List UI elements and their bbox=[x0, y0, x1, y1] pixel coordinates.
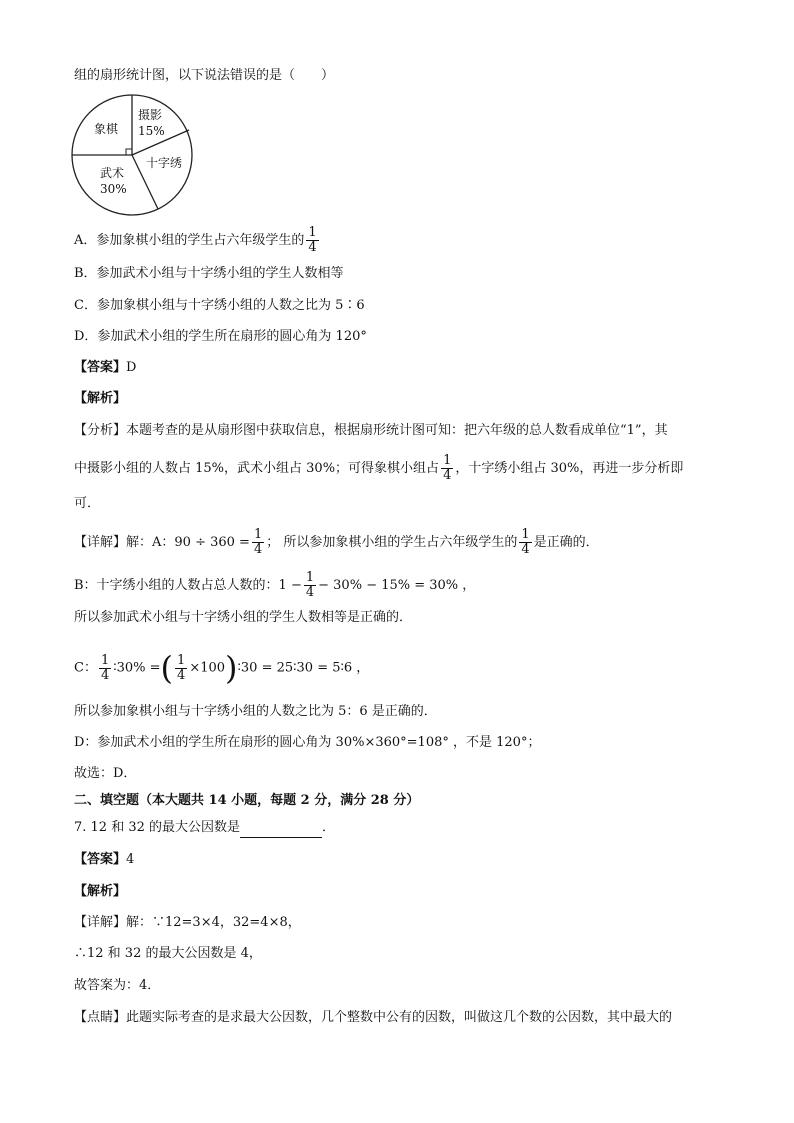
detail-b-conclusion: 所以参加武术小组与十字绣小组的学生人数相等是正确的． bbox=[74, 610, 413, 625]
analysis-2-label: 【解析】 bbox=[74, 884, 127, 899]
question-intro: 组的扇形统计图，以下说法错误的是（ ） bbox=[74, 68, 335, 83]
fenxi-fraction bbox=[441, 454, 453, 483]
fenxi-line-1: 【分析】本题考查的是从扇形图中获取信息，根据扇形统计图可知：把六年级的总人数看成单位“1”，其 bbox=[74, 423, 668, 438]
detail-a-expr: 90 ÷ 360 = bbox=[174, 535, 250, 550]
option-b: B．参加武术小组与十字绣小组的学生人数相等 bbox=[74, 266, 344, 281]
fraction-denominator: 4 bbox=[308, 240, 317, 255]
fenxi-line-3: 可． bbox=[74, 496, 101, 511]
slice-label-sheying: 摄影 bbox=[138, 108, 163, 122]
detail-c-fraction-2 bbox=[175, 654, 187, 683]
q7-detail-line-2: ∴12 和 32 的最大公因数是 4， bbox=[74, 946, 262, 961]
detail-b bbox=[74, 571, 475, 600]
answer-blank bbox=[240, 823, 322, 838]
option-c: C．参加象棋小组与十字绣小组的人数之比为 5∶6 bbox=[74, 298, 365, 313]
fraction-denominator: 4 bbox=[443, 468, 452, 483]
fenxi-line-2 bbox=[74, 454, 683, 483]
answer-value: 4 bbox=[126, 852, 135, 867]
detail-c-mid2: ×100 bbox=[189, 660, 226, 676]
section-2-title: 二、填空题（本大题共 14 小题，每题 2 分，满分 28 分） bbox=[74, 793, 420, 808]
fraction-numerator: 1 bbox=[443, 453, 452, 468]
detail-a-fraction bbox=[252, 528, 264, 557]
option-a-fraction bbox=[306, 226, 318, 255]
left-paren: ( bbox=[160, 649, 174, 687]
right-paren: ) bbox=[225, 649, 238, 687]
fraction-numerator: 1 bbox=[177, 652, 186, 668]
option-a-text: A．参加象棋小组的学生占六年级学生的 bbox=[74, 233, 305, 248]
fraction-denominator: 4 bbox=[100, 667, 110, 683]
fraction-numerator: 1 bbox=[521, 527, 530, 542]
slice-value-sheying: 15% bbox=[138, 124, 165, 138]
answer-2 bbox=[74, 850, 134, 870]
detail-c-conclusion: 所以参加象棋小组与十字绣小组的人数之比为 5：6 是正确的． bbox=[74, 704, 437, 719]
fraction-numerator: 1 bbox=[253, 527, 263, 542]
answer-label: 【答案】 bbox=[74, 852, 127, 867]
detail-a-suffix: 是正确的． bbox=[533, 535, 599, 550]
detail-b-fraction bbox=[304, 571, 316, 600]
detail-c-prefix: C： bbox=[74, 660, 97, 676]
option-a bbox=[74, 226, 321, 255]
detail-c-suffix: ∶30 = 25∶30 = 5∶6 ， bbox=[237, 660, 370, 676]
slice-label-wushu: 武术 bbox=[100, 166, 125, 180]
detail-a-prefix: 【详解】解：A： bbox=[74, 535, 175, 550]
detail-a-mid: ； 所以参加象棋小组的学生占六年级学生的 bbox=[266, 535, 518, 550]
slice-label-shizixiu: 十字绣 bbox=[146, 156, 183, 170]
answer-1 bbox=[74, 358, 136, 378]
fraction-denominator: 4 bbox=[177, 667, 186, 683]
fenxi-line-2b: ，十字绣小组占 30%，再进一步分析即 bbox=[455, 461, 684, 476]
question-7-suffix: ． bbox=[322, 820, 336, 835]
detail-d: D：参加武术小组的学生所在扇形的圆心角为 30%×360°=108° ，不是 120°； bbox=[74, 735, 541, 750]
question-7-text: 7. 12 和 32 的最大公因数是 bbox=[74, 820, 241, 835]
analysis-label: 【解析】 bbox=[74, 391, 127, 406]
fenxi-line-2a: 中摄影小组的人数占 15%，武术小组占 30%；可得象棋小组占 bbox=[74, 461, 440, 476]
fraction-denominator: 4 bbox=[253, 542, 263, 557]
fraction-denominator: 4 bbox=[521, 542, 530, 557]
q7-detail-line-3: 故答案为：4． bbox=[74, 978, 161, 993]
right-angle-marker bbox=[126, 149, 132, 155]
detail-a-fraction-2 bbox=[519, 528, 531, 557]
fraction-numerator: 1 bbox=[305, 570, 315, 585]
detail-c-fraction bbox=[99, 654, 111, 683]
fraction-denominator: 4 bbox=[305, 585, 315, 600]
fraction-numerator: 1 bbox=[308, 225, 317, 240]
slice-value-wushu: 30% bbox=[100, 182, 127, 196]
pie-chart bbox=[70, 93, 194, 217]
dianjing-line: 【点睛】此题实际考查的是求最大公因数，几个整数中公有的因数，叫做这几个数的公因数，其中最大的 bbox=[74, 1010, 673, 1025]
fraction-numerator: 1 bbox=[100, 652, 110, 668]
question-7 bbox=[74, 818, 335, 838]
answer-label: 【答案】 bbox=[74, 360, 127, 375]
slice-label-xiangqi: 象棋 bbox=[94, 122, 119, 136]
detail-c bbox=[74, 649, 370, 687]
detail-b-suffix: − 30% − 15% = 30% ， bbox=[318, 578, 476, 593]
option-d: D．参加武术小组的学生所在扇形的圆心角为 120° bbox=[74, 329, 367, 344]
detail-b-prefix: B：十字绣小组的人数占总人数的：1 − bbox=[74, 578, 302, 593]
detail-a bbox=[74, 528, 599, 557]
q7-detail-line-1: 【详解】解：∵12=3×4，32=4×8， bbox=[74, 915, 301, 930]
detail-c-mid1: ∶30% = bbox=[113, 660, 161, 676]
answer-value: D bbox=[126, 360, 137, 375]
detail-choice: 故选：D． bbox=[74, 766, 137, 781]
